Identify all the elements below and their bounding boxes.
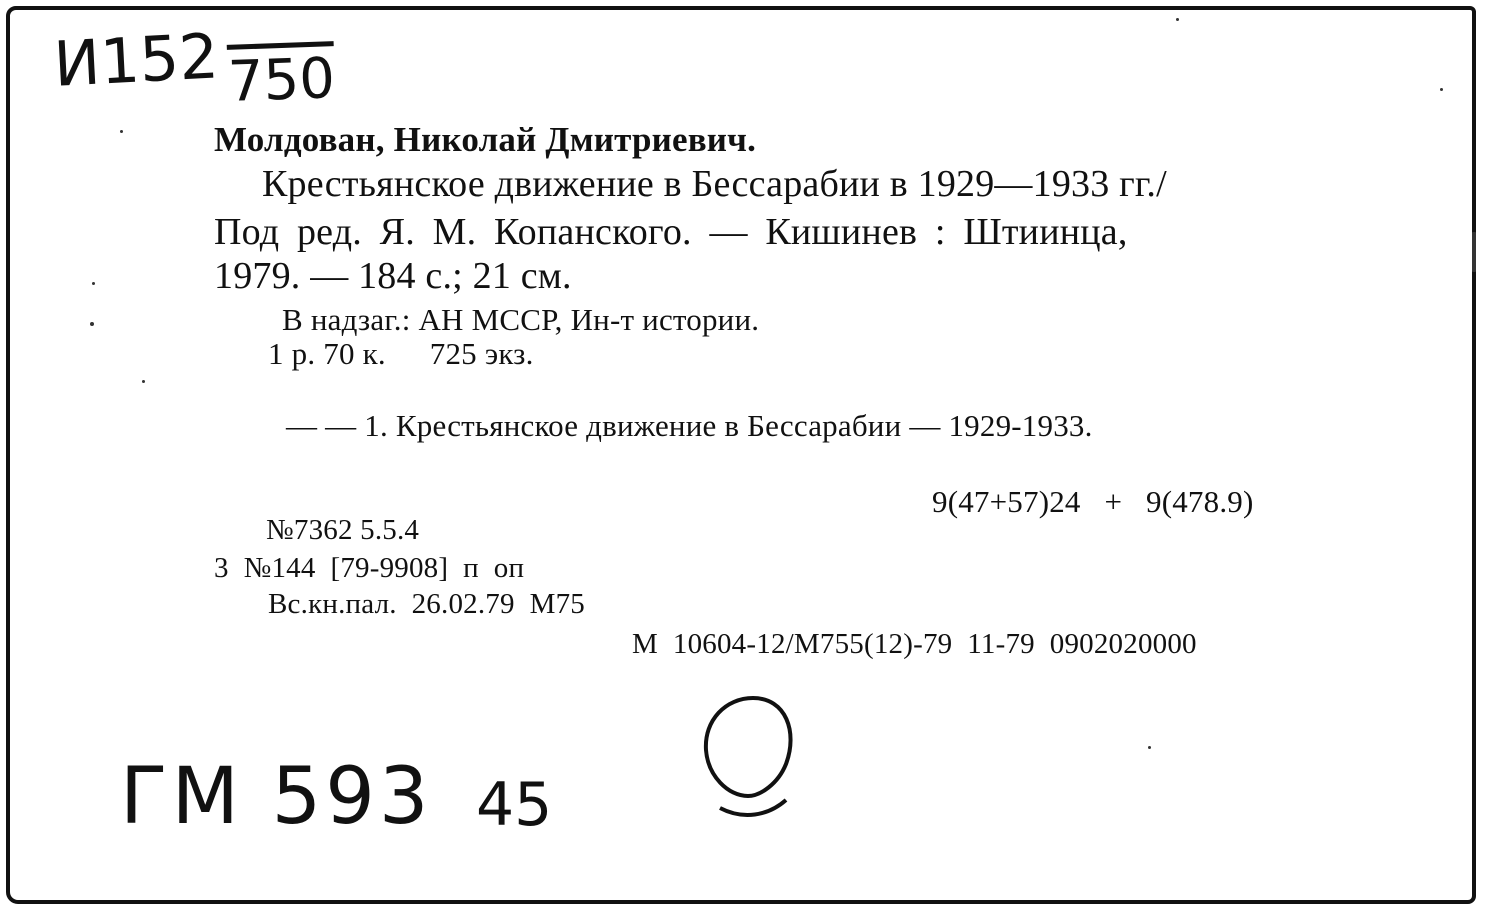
- speck: [92, 282, 95, 285]
- handwritten-call-number: И152: [52, 19, 221, 101]
- handwritten-inventory-suffix: 45: [476, 770, 553, 840]
- handwritten-call-number-super: 750: [226, 46, 336, 115]
- code-line: М 10604-12/М755(12)-79 11-79 0902020000: [632, 628, 1197, 660]
- speck: [1472, 232, 1476, 272]
- handwritten-oval-mark: [698, 692, 808, 828]
- title-line-2: Под ред. Я. М. Копанского. — Кишинев : Штиинца,: [214, 211, 1128, 253]
- speck: [1148, 746, 1151, 749]
- handwritten-inventory: ГМ 593: [120, 752, 433, 842]
- price-line: [268, 336, 534, 372]
- speck: [1176, 18, 1179, 21]
- copies: 725 экз.: [429, 336, 534, 371]
- title-line-1: Крестьянское движение в Бессарабии в 1929—1933 гг./: [262, 163, 1167, 205]
- classification-line: 9(47+57)24 + 9(478.9): [932, 484, 1254, 519]
- price: 1 р. 70 к.: [268, 336, 386, 371]
- note-line: В надзаг.: АН МССР, Ин-т истории.: [282, 302, 760, 337]
- subject-line: — — 1. Крестьянское движение в Бессарабии — 1929-1933.: [286, 408, 1093, 443]
- order-line: 3 №144 [79-9908] п оп: [214, 552, 525, 584]
- chamber-line: Вс.кн.пал. 26.02.79 М75: [268, 588, 585, 620]
- title-line-3: 1979. — 184 с.; 21 см.: [214, 255, 572, 297]
- author-heading: Молдован, Николай Дмитриевич.: [214, 120, 757, 159]
- speck: [1440, 88, 1443, 91]
- speck: [120, 130, 123, 133]
- number-line: №7362 5.5.4: [266, 514, 420, 546]
- speck: [90, 322, 94, 326]
- speck: [142, 380, 145, 383]
